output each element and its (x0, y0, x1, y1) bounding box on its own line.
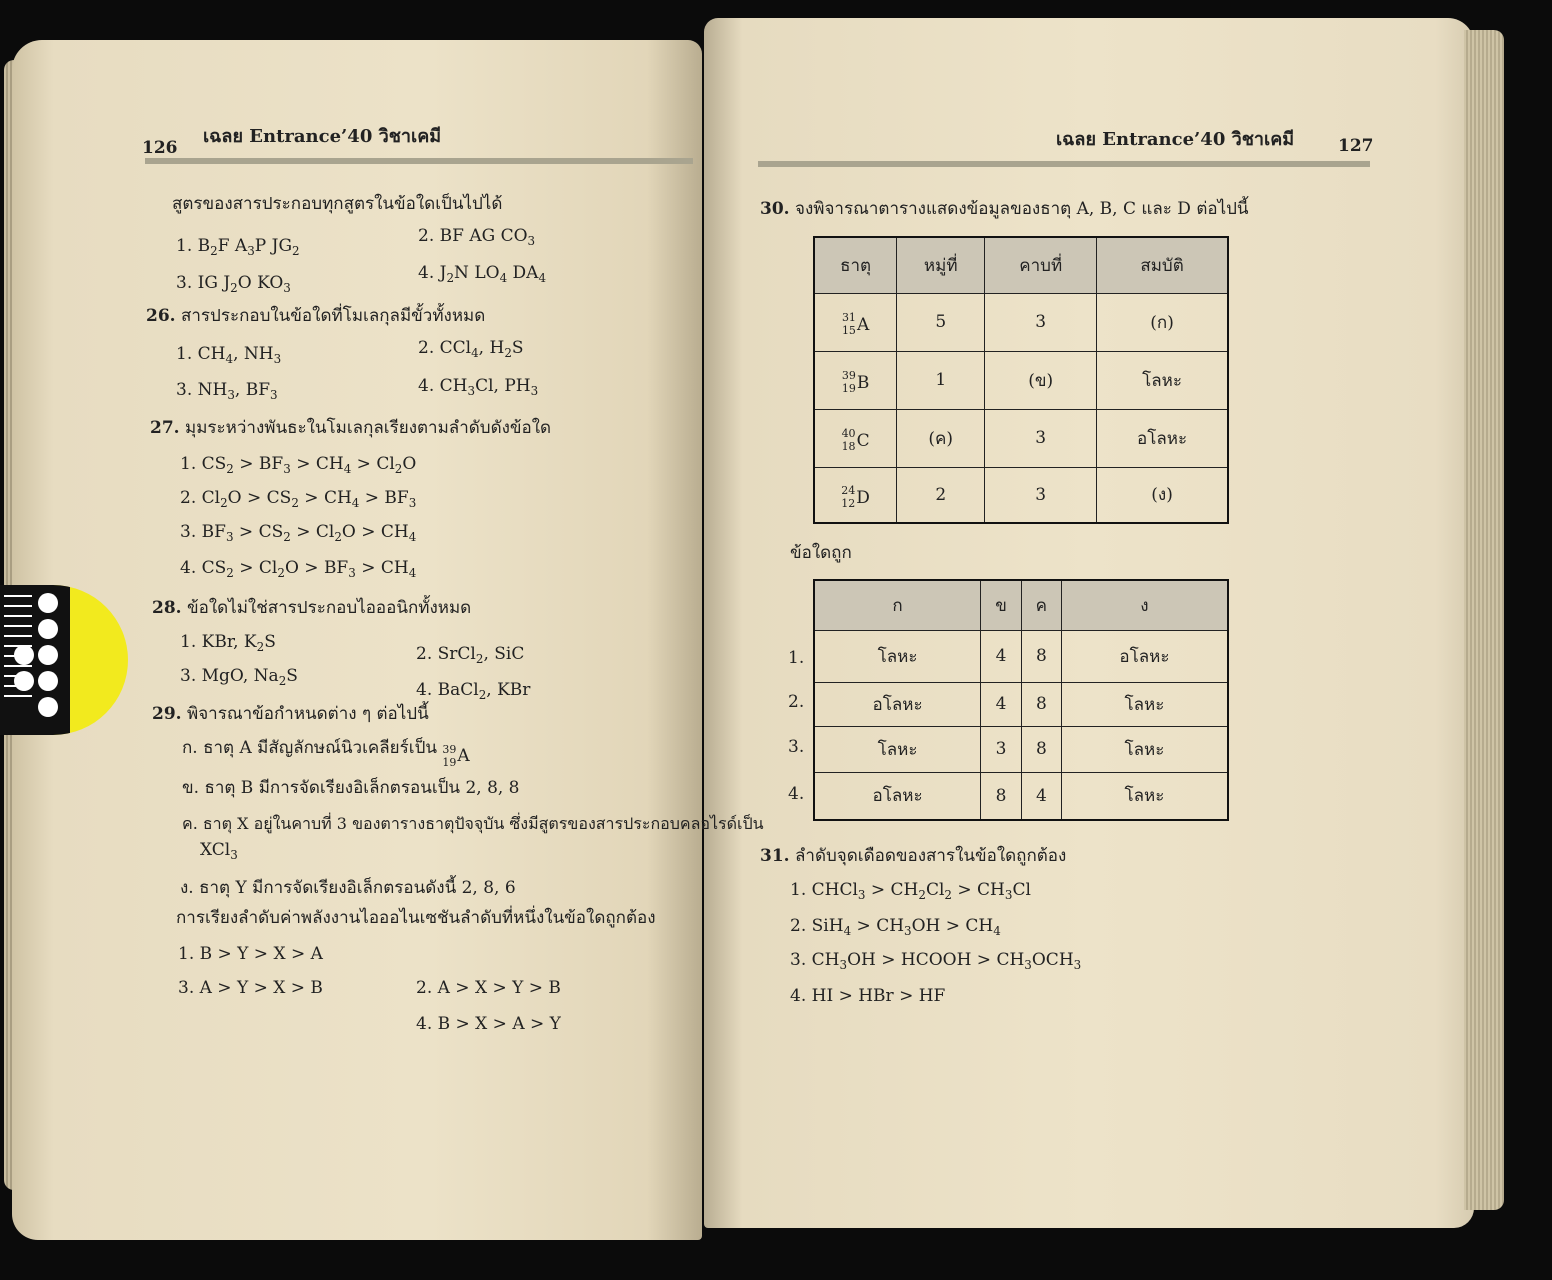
q28-option-1: 1. KBr, $K_2S$ (180, 632, 276, 655)
marker-dot (38, 671, 58, 691)
element-symbol-cell: 24 12 D (814, 467, 897, 523)
marker-dot (38, 619, 58, 639)
choice-number: 2. (788, 692, 805, 712)
table-row (814, 293, 1228, 351)
marker-dot (38, 697, 58, 717)
element-symbol-cell: 31 15 A (814, 293, 897, 351)
table-cell: 1 (897, 351, 985, 409)
q26-option-4: 4. $CH_3Cl$, $PH_3$ (418, 376, 539, 399)
q27-option-2: 2. $Cl_2O > CS_2 > CH_4 > BF_3$ (180, 488, 417, 511)
q26-option-3: 3. $NH_3$, $BF_3$ (176, 380, 278, 403)
table-header-cell: หมู่ที่ (897, 237, 985, 293)
table-cell: 3 (985, 409, 1097, 467)
table-header-cell: ธาตุ (814, 237, 897, 293)
q26-option-1: 1. $CH_4$, $NH_3$ (176, 344, 282, 367)
element-symbol-cell: 40 18 C (814, 409, 897, 467)
left-header-rule (145, 158, 693, 164)
table-cell: โลหะ (1097, 351, 1228, 409)
marker-dot (14, 645, 34, 665)
q29-item-k: ก. ธาตุ A มีสัญลักษณ์นิวเคลียร์เป็น 39 19 A (182, 738, 470, 769)
table-cell: 4 (1021, 772, 1061, 820)
table-header-cell: ก (814, 580, 981, 630)
q31-option-2: 2. $SiH_4 > CH_3OH > CH_4$ (790, 916, 1001, 939)
table-cell: 8 (981, 772, 1022, 820)
table-cell: โลหะ (814, 630, 981, 682)
table-row (814, 630, 1228, 682)
table-header-cell: สมบัติ (1097, 237, 1228, 293)
table-row (814, 772, 1228, 820)
table-cell: 5 (897, 293, 985, 351)
right-header-rule (758, 161, 1370, 167)
q29-option-1: 1. B > Y > X > A (178, 944, 323, 964)
q28-option-4: 4. BaCl$_2$, KBr (416, 680, 531, 703)
table-cell: อโลหะ (1097, 409, 1228, 467)
table-cell: 4 (981, 682, 1022, 726)
table-cell: 8 (1021, 682, 1061, 726)
q29-item-kk: ค. ธาตุ X อยู่ในคาบที่ 3 ของตารางธาตุปัจจุบัน ซึ่งมีสูตรของสารประกอบคลอไรด์เป็น (182, 814, 764, 833)
table-cell: อโลหะ (814, 772, 981, 820)
q27-stem: 27. มุมระหว่างพันธะในโมเลกุลเรียงตามลำดับดังข้อใด (150, 418, 552, 438)
table-row (814, 351, 1228, 409)
table-cell: อโลหะ (1061, 630, 1228, 682)
choice-number: 1. (788, 648, 805, 668)
q26-stem: 26. สารประกอบในข้อใดที่โมเลกุลมีขั้วทั้งหมด (146, 306, 486, 326)
table-cell: 3 (981, 726, 1022, 772)
table-header-cell: ค (1021, 580, 1061, 630)
q29-item-kh: ข. ธาตุ B มีการจัดเรียงอิเล็กตรอนเป็น 2, 8, 8 (182, 778, 520, 798)
marker-stripe (4, 695, 32, 697)
right-page-number: 127 (1338, 136, 1374, 156)
q28-option-3: 3. MgO, $Na_2S$ (180, 666, 298, 689)
q25-option-1: 1. $B_2F$ $A_3P$ $JG_2$ (176, 236, 300, 259)
marker-stripe (4, 635, 32, 637)
marker-dot (38, 645, 58, 665)
table-row (814, 409, 1228, 467)
table-cell: (ง) (1097, 467, 1228, 523)
q30-ask: ข้อใดถูก (790, 543, 852, 563)
table-cell: (ก) (1097, 293, 1228, 351)
marker-stripe (4, 605, 32, 607)
q27-option-3: 3. $BF_3 > CS_2 > Cl_2O > CH_4$ (180, 522, 417, 545)
table-header-cell: คาบที่ (985, 237, 1097, 293)
q25-option-2: 2. BF AG $CO_3$ (418, 226, 536, 249)
table-cell: โลหะ (814, 726, 981, 772)
left-page-number: 126 (142, 138, 178, 158)
q31-stem: 31. ลำดับจุดเดือดของสารในข้อใดถูกต้อง (760, 846, 1067, 866)
marker-stripe (4, 595, 32, 597)
table-cell: 3 (985, 293, 1097, 351)
table-row (814, 467, 1228, 523)
q29-item-ng: ง. ธาตุ Y มีการจัดเรียงอิเล็กตรอนดังนี้ 2, 8, 6 (180, 878, 516, 898)
table-cell: (ข) (985, 351, 1097, 409)
q25-stem: สูตรของสารประกอบทุกสูตรในข้อใดเป็นไปได้ (172, 194, 503, 214)
q29-stem: 29. พิจารณาข้อกำหนดต่าง ๆ ต่อไปนี้ (152, 704, 429, 724)
q27-option-4: 4. $CS_2 > Cl_2O > BF_3 > CH_4$ (180, 558, 417, 581)
table-cell: โลหะ (1061, 726, 1228, 772)
q25-option-3: 3. IG $J_2O$ $KO_3$ (176, 273, 291, 296)
q31-option-1: 1. CHCl$_3$ > $CH_2Cl_2 > CH_3Cl$ (790, 880, 1031, 903)
table-header-row (814, 580, 1228, 630)
answer-choice-table (813, 579, 1229, 821)
marker-stripe (4, 665, 32, 667)
table-cell: อโลหะ (814, 682, 981, 726)
table-cell: โลหะ (1061, 682, 1228, 726)
q28-stem: 28. ข้อใดไม่ใช่สารประกอบไอออนิกทั้งหมด (152, 598, 472, 618)
table-row (814, 682, 1228, 726)
q31-option-3: 3. $CH_3OH$ > HCOOH > $CH_3OCH_3$ (790, 950, 1082, 973)
table-cell: 8 (1021, 630, 1061, 682)
table-cell: (ค) (897, 409, 985, 467)
element-data-table (813, 236, 1229, 524)
q27-option-1: 1. $CS_2 > BF_3 > CH_4 > Cl_2O$ (180, 454, 417, 477)
element-symbol-cell: 39 19 B (814, 351, 897, 409)
table-header-cell: ข (981, 580, 1022, 630)
q29-option-4: 4. B > X > A > Y (416, 1014, 561, 1034)
marker-dot (14, 671, 34, 691)
q29-ask: การเรียงลำดับค่าพลังงานไอออไนเซชันลำดับที่หนึ่งในข้อใดถูกต้อง (176, 908, 656, 928)
q30-stem: 30. จงพิจารณาตารางแสดงข้อมูลของธาตุ A, B, C และ D ต่อไปนี้ (760, 199, 1249, 219)
table-header-row (814, 237, 1228, 293)
table-cell: 4 (981, 630, 1022, 682)
table-header-cell: ง (1061, 580, 1228, 630)
right-page-edges (1464, 30, 1504, 1210)
q26-option-2: 2. CCl$_4$, $H_2S$ (418, 338, 524, 361)
q29-option-2: 2. A > X > Y > B (416, 978, 561, 998)
table-row (814, 726, 1228, 772)
table-cell: 2 (897, 467, 985, 523)
q29-item-kk-formula: XCl$_3$ (200, 840, 238, 863)
marker-stripe (4, 625, 32, 627)
choice-number: 3. (788, 737, 805, 757)
q29-option-3: 3. A > Y > X > B (178, 978, 323, 998)
choice-number: 4. (788, 784, 805, 804)
right-page-header: เฉลย Entrance’40 วิชาเคมี (1056, 129, 1295, 150)
marker-stripe (4, 615, 32, 617)
table-cell: 3 (985, 467, 1097, 523)
left-page-header: เฉลย Entrance’40 วิชาเคมี (203, 126, 442, 147)
marker-black-band (0, 585, 70, 735)
q28-option-2: 2. SrCl$_2$, SiC (416, 644, 525, 667)
q25-option-4: 4. $J_2N$ $LO_4$ $DA_4$ (418, 263, 547, 286)
marker-dot (38, 593, 58, 613)
table-cell: โลหะ (1061, 772, 1228, 820)
q31-option-4: 4. HI > HBr > HF (790, 986, 946, 1006)
table-cell: 8 (1021, 726, 1061, 772)
